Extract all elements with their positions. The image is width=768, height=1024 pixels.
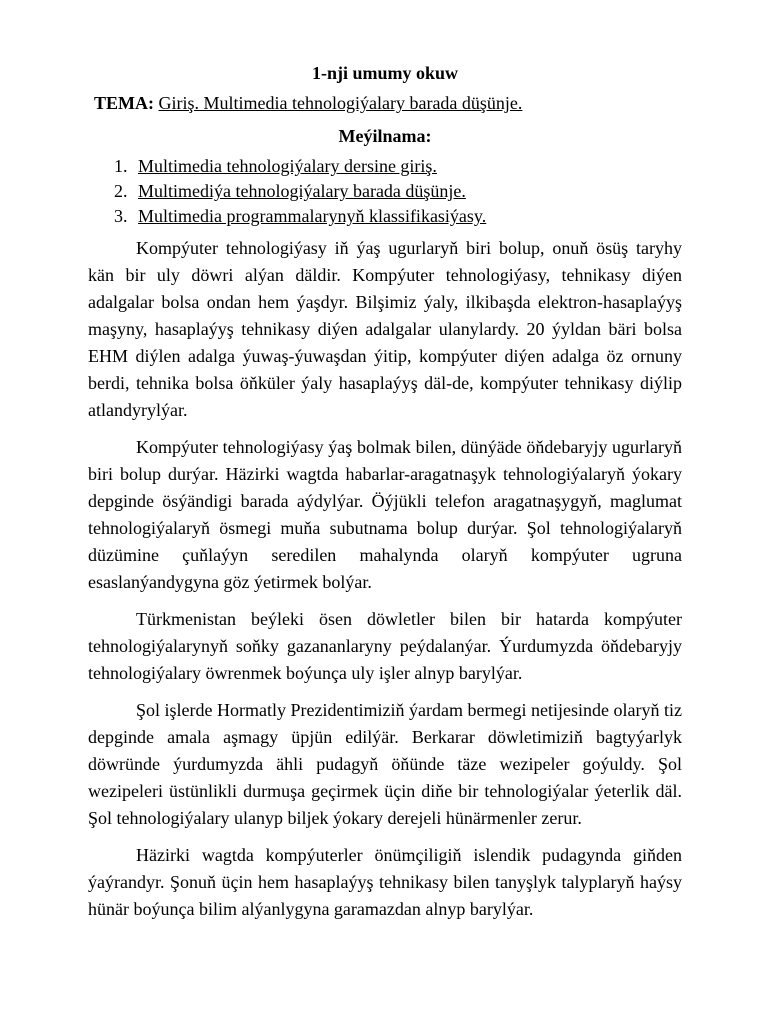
plan-item-number: 3. xyxy=(114,206,128,226)
plan-item xyxy=(114,154,682,179)
plan-item xyxy=(114,179,682,204)
topic-text: Giriş. Multimedia tehnologiýalary barada düşünje. xyxy=(158,93,523,113)
body-paragraph: Häzirki wagtda kompýuterler önümçiligiň islendik pudagynda giňden ýaýrandyr. Şonuň üçin hem hasaplaýyş tehnikasy bilen tanyşlyk talyplaryň haýsy hünär boýunça bilim alýanlygyna garamazdan alnyp barylýar. xyxy=(88,845,682,919)
plan-item-text: Multimedia programmalarynyň klassifikasiýasy. xyxy=(138,206,487,226)
plan-title: Meýilnama: xyxy=(338,126,432,146)
plan-item-text: Multimediýa tehnologiýalary barada düşünje. xyxy=(138,181,466,201)
body-paragraph: Türkmenistan beýleki ösen döwletler bilen bir hatarda kompýuter tehnologiýalarynyň soňky gazananlaryny peýdalanýar. Ýurdumyzda öňdebaryjy tehnologiýalary öwrenmek boýunça uly işler alnyp barylýar. xyxy=(88,609,682,683)
body-paragraph: Kompýuter tehnologiýasy ýaş bolmak bilen, dünýäde öňdebaryjy ugurlaryň biri bolup durýar. Häzirki wagtda habarlar-aragatnaşyk tehnologiýalaryň ýokary depginde ösýändigi barada aýdylýar. Öýjükli telefon aragatnaşygyň, maglumat tehnologiýalaryň ösmegi muňa subutnama bolup durýar. Şol tehnologiýalaryň düzümine çuňlaýyn seredilen mahalynda olaryň kompýuter ugruna esaslanýandygyna göz ýetirmek bolýar. xyxy=(88,437,682,592)
body-paragraph: Şol işlerde Hormatly Prezidentimiziň ýardam bermegi netijesinde olaryň tiz depginde amala aşmagy üpjün edilýär. Berkarar döwletimiziň bagtyýarlyk döwründe ýurdumyzda ähli pudagyň öňünde täze wezipeler goýuldy. Şol wezipeleri üstünlikli durmuşa geçirmek üçin diňe bir tehnologiýalar ýeterlik däl. Şol tehnologiýalary ulanyp biljek ýokary derejeli hünärmenler zerur. xyxy=(88,700,682,828)
plan-item xyxy=(114,204,682,229)
topic-label: TEMA: xyxy=(94,93,154,113)
body-paragraph: Kompýuter tehnologiýasy iň ýaş ugurlaryň biri bolup, onuň ösüş taryhy kän bir uly döwri alýan däldir. Kompýuter tehnologiýasy, tehnikasy diýen adalgalar bolsa ondan hem ýaşdyr. Bilşimiz ýaly, ilkibaşda elektron-hasaplaýyş maşyny, hasaplaýyş tehnikasy diýen adalgalar ulanylardy. 20 ýyldan bäri bolsa EHM diýlen adalga ýuwaş-ýuwaşdan ýitip, kompýuter diýen adalga öz ornuny berdi, tehnika bolsa öňküler ýaly hasaplaýyş däl-de, kompýuter tehnikasy diýlip atlandyrylýar. xyxy=(88,238,682,420)
plan-item-number: 1. xyxy=(114,156,128,176)
plan-item-number: 2. xyxy=(114,181,128,201)
plan-list xyxy=(88,154,682,229)
topic-line xyxy=(94,90,682,116)
lecture-title: 1-nji umumy okuw xyxy=(311,63,459,83)
plan-item-text: Multimedia tehnologiýalary dersine giriş. xyxy=(138,156,437,176)
